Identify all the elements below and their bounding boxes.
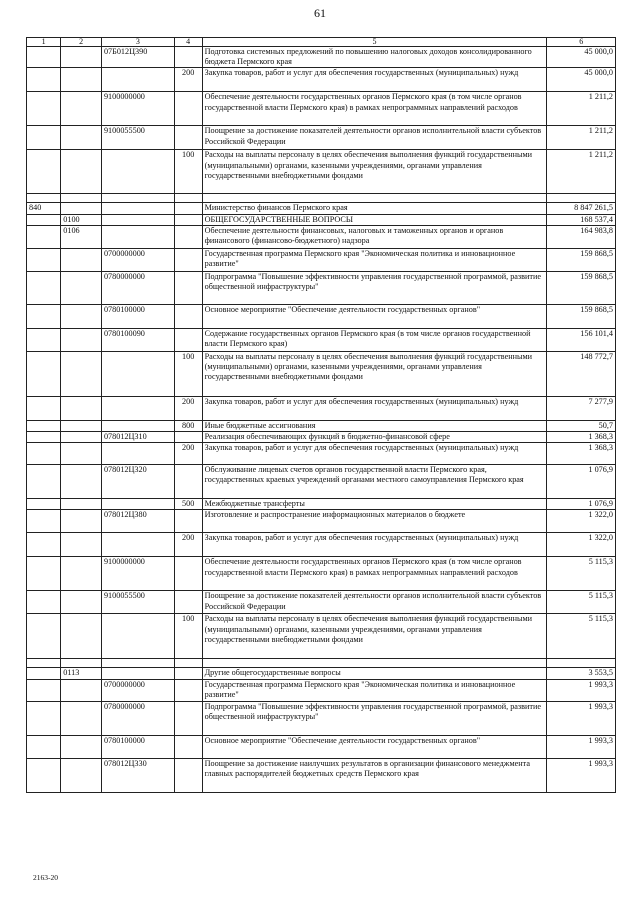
blank-cell — [27, 659, 61, 668]
blank-cell — [202, 659, 547, 668]
amount-cell: 159 868,5 — [547, 271, 616, 304]
target-article-cell — [101, 614, 174, 659]
table-row — [27, 758, 616, 792]
amount-cell: 5 115,3 — [547, 614, 616, 659]
description-cell: Закупка товаров, работ и услуг для обеспечения государственных (муниципальных) нужд — [202, 533, 547, 557]
target-article-cell — [101, 396, 174, 420]
amount-cell: 159 868,5 — [547, 304, 616, 328]
expense-type-cell — [174, 465, 202, 499]
section-code-cell — [61, 351, 102, 396]
amount-cell: 1 368,3 — [547, 443, 616, 465]
description-cell: Поощрение за достижение показателей деятельности органов исполнительной власти субъектов Российской Федерации — [202, 126, 547, 150]
description-cell: Межбюджетные трансферты — [202, 499, 547, 510]
admin-code-cell — [27, 248, 61, 271]
description-cell: Иные бюджетные ассигнования — [202, 420, 547, 431]
description-cell: Обеспечение деятельности государственных органов Пермского края (в том числе органов государственной власти Пермского края) в рамках непрограммных направлений расходов — [202, 92, 547, 126]
target-article-cell: 0780000000 — [101, 271, 174, 304]
expense-type-cell — [174, 679, 202, 701]
amount-cell: 1 322,0 — [547, 533, 616, 557]
target-article-cell: 0780100000 — [101, 304, 174, 328]
header-cell: 5 — [202, 38, 547, 47]
target-article-cell: 0700000000 — [101, 248, 174, 271]
description-cell: Поощрение за достижение наилучших результатов в организации финансового менеджмента главных распорядителей бюджетных средств Пермского края — [202, 758, 547, 792]
description-cell: Реализация обеспечивающих функций в бюджетно-финансовой сфере — [202, 432, 547, 443]
description-cell: Подпрограмма "Повышение эффективности управления государственной программой, развитие общественной инфраструктуры" — [202, 701, 547, 735]
table-row — [27, 614, 616, 659]
section-code-cell — [61, 150, 102, 194]
amount-cell: 45 000,0 — [547, 68, 616, 92]
table-row — [27, 328, 616, 351]
target-article-cell — [101, 150, 174, 194]
admin-code-cell — [27, 68, 61, 92]
admin-code-cell — [27, 701, 61, 735]
table-row — [27, 510, 616, 533]
amount-cell: 164 983,8 — [547, 225, 616, 248]
blank-cell — [547, 194, 616, 203]
admin-code-cell — [27, 499, 61, 510]
table-row — [27, 432, 616, 443]
table-row — [27, 304, 616, 328]
section-code-cell — [61, 432, 102, 443]
admin-code-cell — [27, 92, 61, 126]
description-cell: Министерство финансов Пермского края — [202, 203, 547, 214]
expense-type-cell — [174, 271, 202, 304]
target-article-cell — [101, 668, 174, 679]
description-cell: Изготовление и распространение информационных материалов о бюджете — [202, 510, 547, 533]
table-row — [27, 735, 616, 758]
section-code-cell — [61, 510, 102, 533]
section-code-cell — [61, 126, 102, 150]
section-code-cell: 0106 — [61, 225, 102, 248]
section-code-cell — [61, 328, 102, 351]
section-code-cell — [61, 47, 102, 68]
description-cell: Обеспечение деятельности финансовых, налоговых и таможенных органов и органов финансового (финансово-бюджетного) надзора — [202, 225, 547, 248]
description-cell: ОБЩЕГОСУДАРСТВЕННЫЕ ВОПРОСЫ — [202, 214, 547, 225]
description-cell: Подготовка системных предложений по повышению налоговых доходов консолидированного бюджета Пермского края — [202, 47, 547, 68]
admin-code-cell — [27, 351, 61, 396]
admin-code-cell — [27, 126, 61, 150]
expense-type-cell — [174, 758, 202, 792]
blank-cell — [547, 659, 616, 668]
expense-type-cell: 200 — [174, 68, 202, 92]
admin-code-cell — [27, 47, 61, 68]
target-article-cell — [101, 499, 174, 510]
table-row — [27, 126, 616, 150]
table-row — [27, 679, 616, 701]
target-article-cell — [101, 420, 174, 431]
amount-cell: 1 211,2 — [547, 150, 616, 194]
header-row — [27, 38, 616, 47]
amount-cell: 45 000,0 — [547, 47, 616, 68]
admin-code-cell — [27, 328, 61, 351]
expense-type-cell — [174, 225, 202, 248]
amount-cell: 5 115,3 — [547, 557, 616, 591]
description-cell: Поощрение за достижение показателей деятельности органов исполнительной власти субъектов Российской Федерации — [202, 591, 547, 614]
expense-type-cell: 800 — [174, 420, 202, 431]
expense-type-cell — [174, 248, 202, 271]
budget-table — [26, 37, 616, 793]
admin-code-cell: 840 — [27, 203, 61, 214]
header-cell: 1 — [27, 38, 61, 47]
table-row — [27, 68, 616, 92]
section-code-cell: 0100 — [61, 214, 102, 225]
target-article-cell — [101, 203, 174, 214]
section-code-cell — [61, 591, 102, 614]
header-cell: 3 — [101, 38, 174, 47]
admin-code-cell — [27, 758, 61, 792]
expense-type-cell: 100 — [174, 150, 202, 194]
expense-type-cell: 200 — [174, 396, 202, 420]
table-row — [27, 701, 616, 735]
document-code: 2163-20 — [33, 873, 58, 882]
section-code-cell — [61, 499, 102, 510]
table-row — [27, 591, 616, 614]
expense-type-cell — [174, 214, 202, 225]
amount-cell: 159 868,5 — [547, 248, 616, 271]
admin-code-cell — [27, 614, 61, 659]
expense-type-cell — [174, 510, 202, 533]
description-cell: Расходы на выплаты персоналу в целях обеспечения выполнения функций государственными (муниципальными) органами, казенными учреждениями, органами управления государственными внебюджетными фондами — [202, 150, 547, 194]
amount-cell: 1 322,0 — [547, 510, 616, 533]
target-article-cell — [101, 351, 174, 396]
amount-cell: 5 115,3 — [547, 591, 616, 614]
table-row — [27, 214, 616, 225]
section-code-cell — [61, 679, 102, 701]
admin-code-cell — [27, 271, 61, 304]
amount-cell: 1 076,9 — [547, 465, 616, 499]
target-article-cell: 078012Ц310 — [101, 432, 174, 443]
target-article-cell: 9100055500 — [101, 126, 174, 150]
table-body — [27, 47, 616, 793]
section-code-cell — [61, 614, 102, 659]
admin-code-cell — [27, 735, 61, 758]
blank-row — [27, 659, 616, 668]
admin-code-cell — [27, 668, 61, 679]
expense-type-cell: 200 — [174, 533, 202, 557]
amount-cell: 156 101,4 — [547, 328, 616, 351]
table-row — [27, 271, 616, 304]
target-article-cell: 078012Ц320 — [101, 465, 174, 499]
amount-cell: 168 537,4 — [547, 214, 616, 225]
header-cell: 4 — [174, 38, 202, 47]
admin-code-cell — [27, 304, 61, 328]
section-code-cell — [61, 701, 102, 735]
table-row — [27, 203, 616, 214]
section-code-cell — [61, 248, 102, 271]
amount-cell: 8 847 261,5 — [547, 203, 616, 214]
target-article-cell: 9100055500 — [101, 591, 174, 614]
admin-code-cell — [27, 510, 61, 533]
description-cell: Обслуживание лицевых счетов органов государственной власти Пермского края, государственных краевых учреждений органами местного самоуправления Пермского края — [202, 465, 547, 499]
section-code-cell — [61, 304, 102, 328]
admin-code-cell — [27, 443, 61, 465]
target-article-cell: 07Б012Ц390 — [101, 47, 174, 68]
expense-type-cell — [174, 126, 202, 150]
target-article-cell: 0780100090 — [101, 328, 174, 351]
table-row — [27, 533, 616, 557]
description-cell: Государственная программа Пермского края "Экономическая политика и инновационное развитие" — [202, 679, 547, 701]
description-cell: Другие общегосударственные вопросы — [202, 668, 547, 679]
section-code-cell — [61, 203, 102, 214]
description-cell: Расходы на выплаты персоналу в целях обеспечения выполнения функций государственными (муниципальными) органами, казенными учреждениями, органами управления государственными внебюджетными фондами — [202, 614, 547, 659]
description-cell: Обеспечение деятельности государственных органов Пермского края (в том числе органов государственной власти Пермского края) в рамках непрограммных направлений расходов — [202, 557, 547, 591]
expense-type-cell: 100 — [174, 614, 202, 659]
admin-code-cell — [27, 533, 61, 557]
description-cell: Основное мероприятие "Обеспечение деятельности государственных органов" — [202, 304, 547, 328]
admin-code-cell — [27, 420, 61, 431]
amount-cell: 1 993,3 — [547, 758, 616, 792]
admin-code-cell — [27, 679, 61, 701]
expense-type-cell — [174, 735, 202, 758]
blank-cell — [27, 194, 61, 203]
table-row — [27, 465, 616, 499]
section-code-cell — [61, 533, 102, 557]
header-cell: 6 — [547, 38, 616, 47]
amount-cell: 50,7 — [547, 420, 616, 431]
expense-type-cell — [174, 92, 202, 126]
admin-code-cell — [27, 465, 61, 499]
amount-cell: 148 772,7 — [547, 351, 616, 396]
blank-cell — [61, 659, 102, 668]
target-article-cell — [101, 214, 174, 225]
target-article-cell — [101, 225, 174, 248]
table-row — [27, 248, 616, 271]
amount-cell: 3 553,5 — [547, 668, 616, 679]
expense-type-cell — [174, 557, 202, 591]
section-code-cell: 0113 — [61, 668, 102, 679]
section-code-cell — [61, 396, 102, 420]
table-row — [27, 420, 616, 431]
expense-type-cell — [174, 328, 202, 351]
expense-type-cell — [174, 47, 202, 68]
target-article-cell: 078012Ц380 — [101, 510, 174, 533]
target-article-cell: 0700000000 — [101, 679, 174, 701]
admin-code-cell — [27, 150, 61, 194]
expense-type-cell — [174, 432, 202, 443]
header-cell: 2 — [61, 38, 102, 47]
description-cell: Основное мероприятие "Обеспечение деятельности государственных органов" — [202, 735, 547, 758]
section-code-cell — [61, 465, 102, 499]
section-code-cell — [61, 557, 102, 591]
expense-type-cell — [174, 203, 202, 214]
amount-cell: 1 993,3 — [547, 735, 616, 758]
blank-row — [27, 194, 616, 203]
description-cell: Закупка товаров, работ и услуг для обеспечения государственных (муниципальных) нужд — [202, 396, 547, 420]
target-article-cell — [101, 443, 174, 465]
description-cell: Закупка товаров, работ и услуг для обеспечения государственных (муниципальных) нужд — [202, 443, 547, 465]
blank-cell — [174, 659, 202, 668]
section-code-cell — [61, 420, 102, 431]
page-number: 61 — [314, 6, 326, 20]
admin-code-cell — [27, 557, 61, 591]
table-row — [27, 150, 616, 194]
amount-cell: 1 993,3 — [547, 701, 616, 735]
table-row — [27, 225, 616, 248]
admin-code-cell — [27, 396, 61, 420]
table-row — [27, 499, 616, 510]
section-code-cell — [61, 443, 102, 465]
section-code-cell — [61, 271, 102, 304]
target-article-cell: 078012Ц330 — [101, 758, 174, 792]
expense-type-cell: 100 — [174, 351, 202, 396]
blank-cell — [61, 194, 102, 203]
amount-cell: 1 211,2 — [547, 92, 616, 126]
section-code-cell — [61, 735, 102, 758]
table-row — [27, 351, 616, 396]
table-row — [27, 396, 616, 420]
admin-code-cell — [27, 591, 61, 614]
description-cell: Государственная программа Пермского края "Экономическая политика и инновационное развитие" — [202, 248, 547, 271]
table-row — [27, 443, 616, 465]
table-row — [27, 47, 616, 68]
admin-code-cell — [27, 225, 61, 248]
table-row — [27, 668, 616, 679]
target-article-cell — [101, 533, 174, 557]
description-cell: Подпрограмма "Повышение эффективности управления государственной программой, развитие общественной инфраструктуры" — [202, 271, 547, 304]
amount-cell: 1 993,3 — [547, 679, 616, 701]
expense-type-cell: 500 — [174, 499, 202, 510]
amount-cell: 1 368,3 — [547, 432, 616, 443]
blank-cell — [101, 659, 174, 668]
target-article-cell — [101, 68, 174, 92]
amount-cell: 1 211,2 — [547, 126, 616, 150]
target-article-cell: 0780000000 — [101, 701, 174, 735]
expense-type-cell — [174, 668, 202, 679]
target-article-cell: 0780100000 — [101, 735, 174, 758]
section-code-cell — [61, 68, 102, 92]
expense-type-cell — [174, 304, 202, 328]
table-row — [27, 557, 616, 591]
target-article-cell: 9100000000 — [101, 92, 174, 126]
target-article-cell: 9100000000 — [101, 557, 174, 591]
blank-cell — [174, 194, 202, 203]
blank-cell — [202, 194, 547, 203]
amount-cell: 1 076,9 — [547, 499, 616, 510]
expense-type-cell: 200 — [174, 443, 202, 465]
expense-type-cell — [174, 591, 202, 614]
table-row — [27, 92, 616, 126]
expense-type-cell — [174, 701, 202, 735]
admin-code-cell — [27, 432, 61, 443]
description-cell: Закупка товаров, работ и услуг для обеспечения государственных (муниципальных) нужд — [202, 68, 547, 92]
description-cell: Содержание государственных органов Пермского края (в том числе органов государственной власти Пермского края) — [202, 328, 547, 351]
section-code-cell — [61, 758, 102, 792]
amount-cell: 7 277,9 — [547, 396, 616, 420]
admin-code-cell — [27, 214, 61, 225]
blank-cell — [101, 194, 174, 203]
description-cell: Расходы на выплаты персоналу в целях обеспечения выполнения функций государственными (муниципальными) органами, казенными учреждениями, органами управления государственными внебюджетными фондами — [202, 351, 547, 396]
section-code-cell — [61, 92, 102, 126]
